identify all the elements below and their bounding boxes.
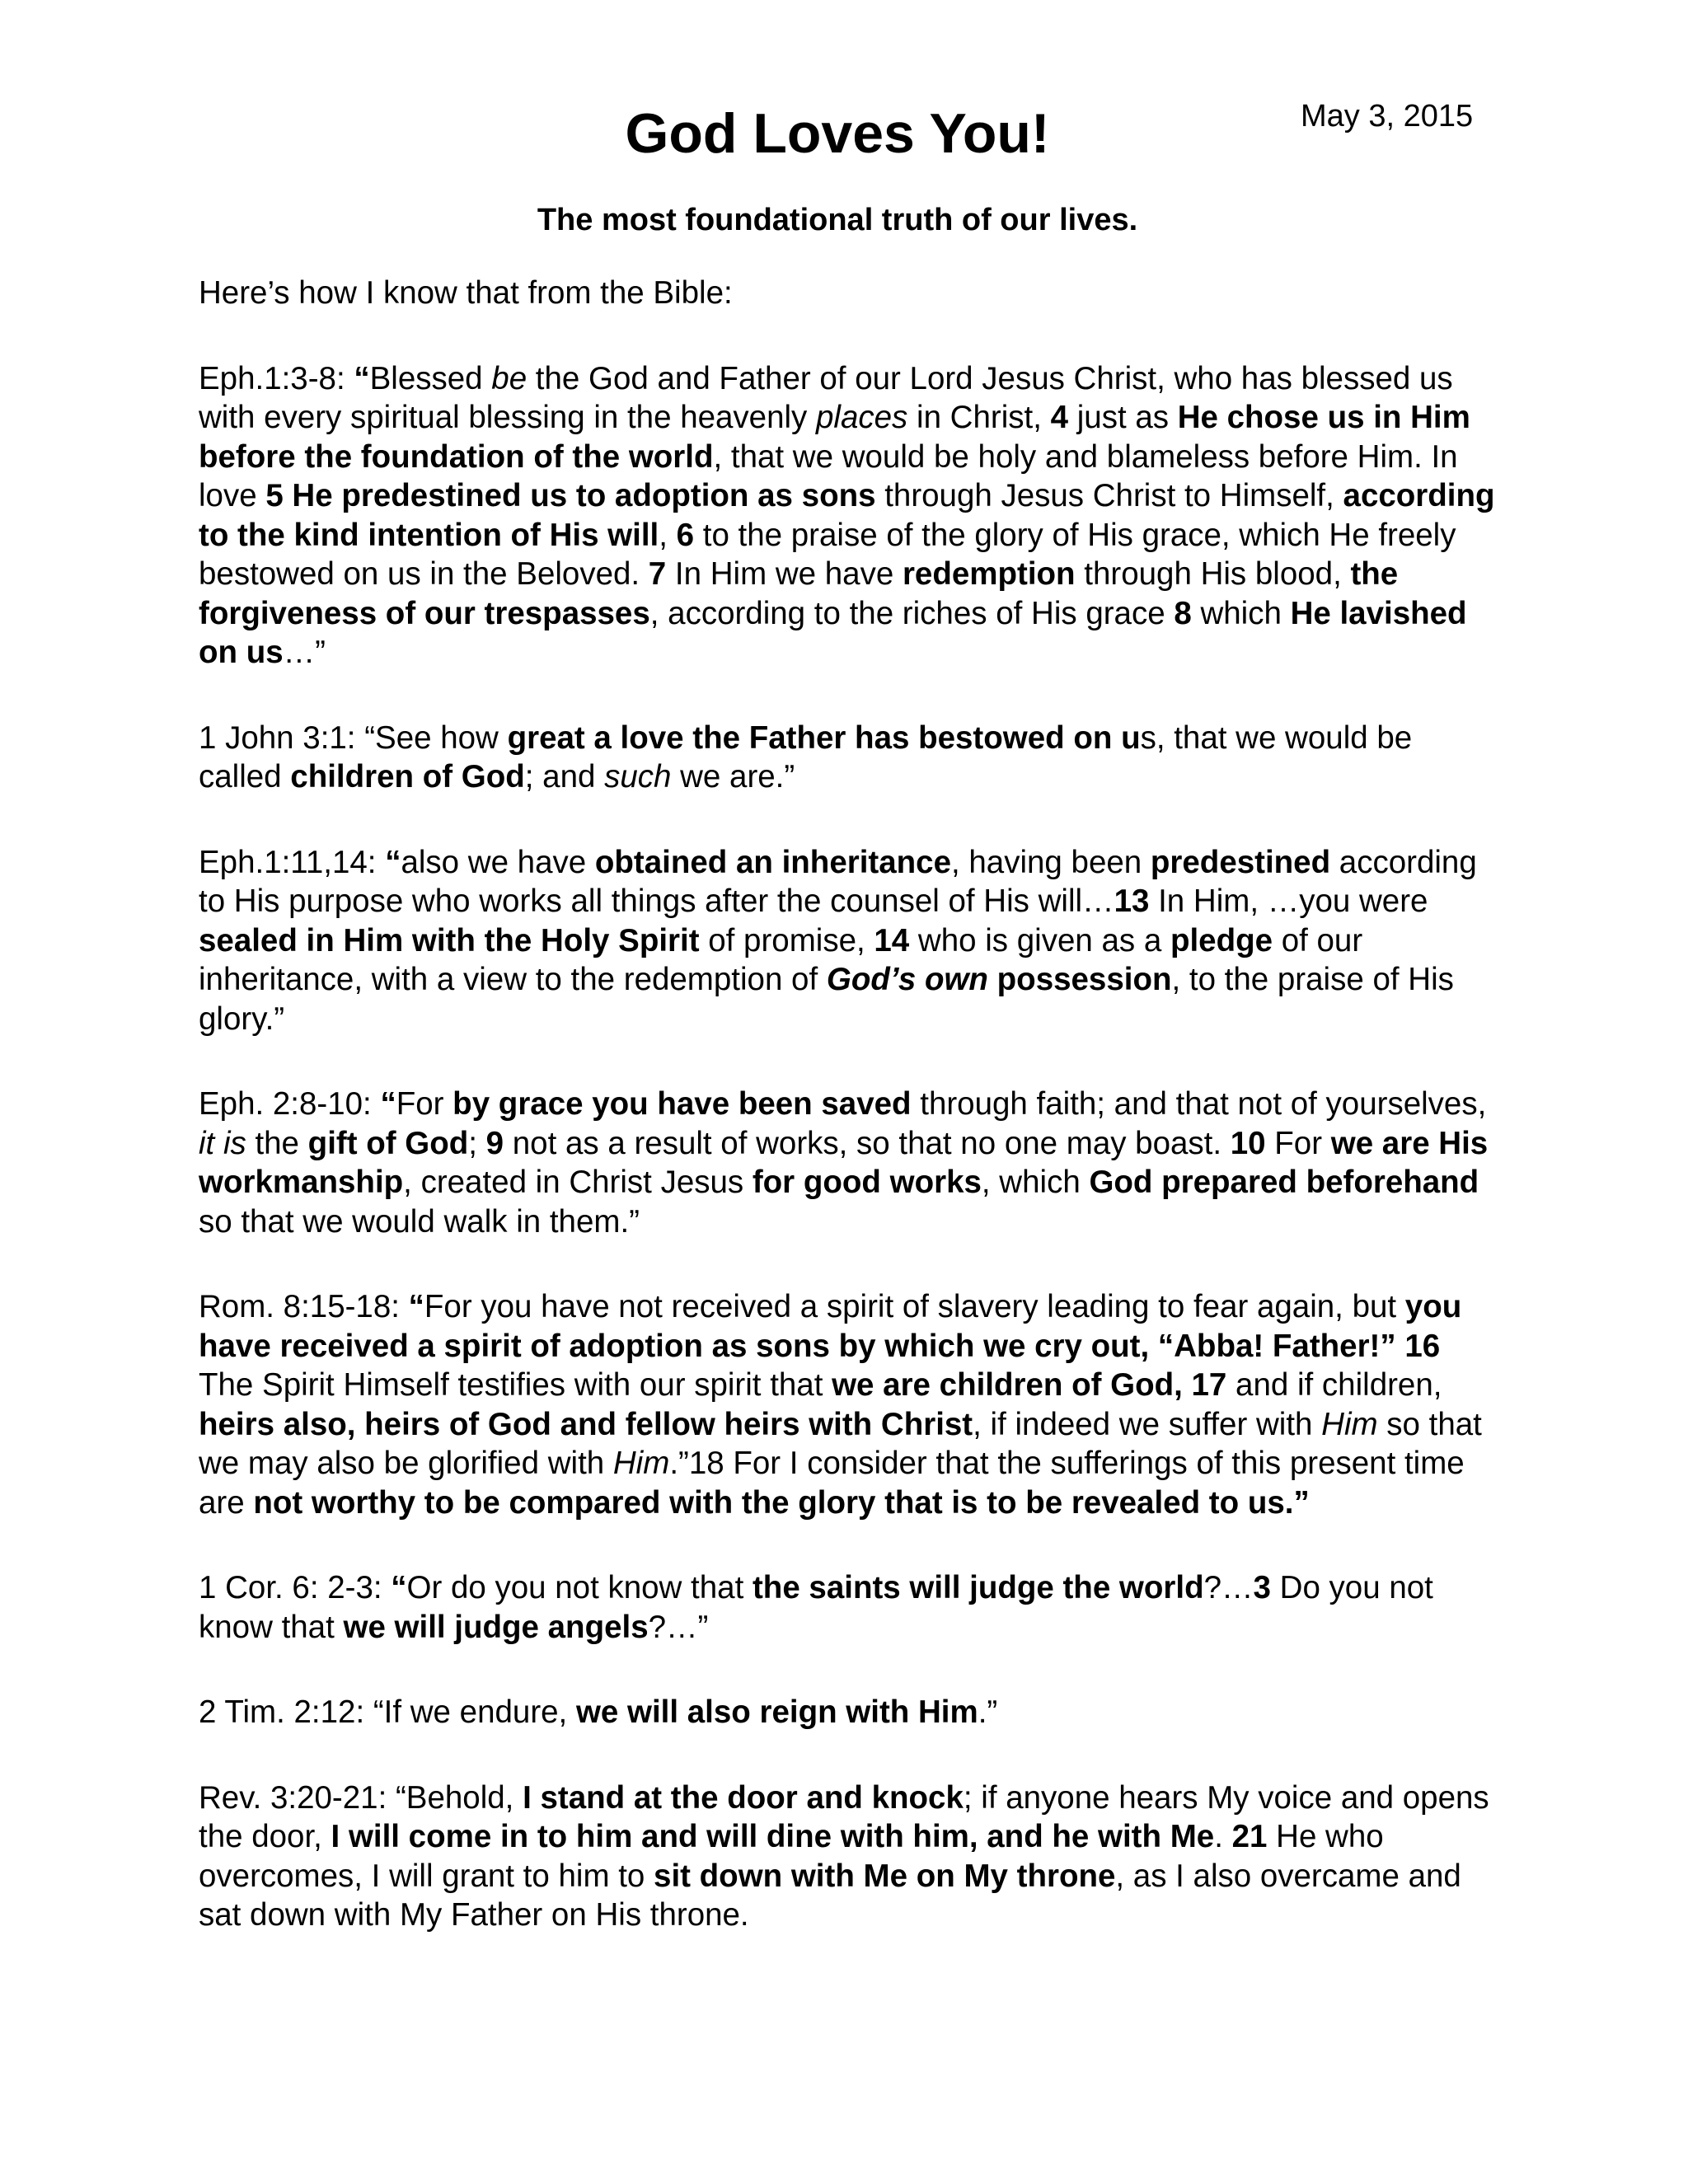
passage-text-segment: the forgiveness of our trespasses bbox=[199, 556, 1399, 631]
passage-eph-2-8-10 bbox=[199, 1085, 1501, 1241]
passage-text-segment: heirs also, heirs of God and fellow heirs with Christ bbox=[199, 1406, 973, 1442]
passage-text-segment: ; bbox=[468, 1125, 486, 1161]
passage-text-segment: , to the praise of His glory.” bbox=[199, 962, 1454, 1037]
passage-text-segment: In Him we have bbox=[666, 556, 903, 592]
passage-text-segment: 7 bbox=[648, 556, 667, 592]
passage-text-segment: For bbox=[1265, 1125, 1331, 1161]
passage-text-segment: Blessed bbox=[369, 360, 492, 396]
passage-text-segment: 14 bbox=[874, 922, 910, 958]
passage-text-segment: , if indeed we suffer with bbox=[973, 1406, 1322, 1442]
passage-text-segment: for good works bbox=[752, 1165, 982, 1200]
passage-text-segment: Him bbox=[1321, 1406, 1378, 1442]
passage-text-segment: ; and bbox=[524, 759, 605, 794]
passage-text-segment: which bbox=[1191, 595, 1291, 631]
passage-text-segment: I stand at the door and knock bbox=[523, 1779, 964, 1816]
passage-text-segment: possession bbox=[996, 962, 1172, 997]
passage-text-segment: , created in Christ Jesus bbox=[403, 1165, 753, 1200]
passage-text-segment: s, that we would be called bbox=[199, 719, 1413, 794]
passage-eph-1-11-14 bbox=[199, 843, 1501, 1039]
page-subtitle: The most foundational truth of our lives. bbox=[537, 203, 1138, 237]
passage-text-segment: I will come in to him and will dine with him, and he with Me bbox=[331, 1819, 1215, 1854]
passage-text-segment: Or do you not know that bbox=[406, 1570, 753, 1605]
passage-text-segment: …” bbox=[283, 635, 326, 670]
passage-text-segment: predestined bbox=[1150, 844, 1331, 880]
passage-text-segment: For bbox=[396, 1086, 453, 1122]
passage-text-segment: 6 bbox=[676, 517, 695, 553]
passage-text-segment: also we have bbox=[401, 844, 595, 880]
passage-text-segment: not worthy to be compared with the glory that is to be revealed to us.” bbox=[253, 1484, 1310, 1521]
passage-text-segment: and if children, bbox=[1226, 1367, 1442, 1403]
passage-text-segment: . bbox=[1214, 1819, 1232, 1854]
passage-text-segment: by grace you have been saved bbox=[452, 1086, 912, 1122]
passage-text-segment: of promise, bbox=[699, 922, 874, 958]
passage-text-segment: be bbox=[491, 360, 528, 396]
passage-text-segment: 13 bbox=[1114, 883, 1150, 919]
passage-text-segment: 3 bbox=[1253, 1570, 1271, 1605]
passage-text-segment: He chose us in Him before the foundation of the world bbox=[199, 400, 1470, 475]
passage-1-cor-6-2-3 bbox=[199, 1568, 1501, 1647]
passage-text-segment: “ bbox=[391, 1570, 407, 1605]
passage-text-segment: ?… bbox=[1203, 1570, 1254, 1605]
passage-text-segment: we are His workmanship bbox=[199, 1125, 1489, 1200]
passage-text-segment: it is bbox=[199, 1125, 246, 1161]
passage-text-segment: “ bbox=[385, 844, 401, 880]
passage-text-segment: children of God bbox=[290, 759, 525, 794]
passage-rev-3-20-21 bbox=[199, 1779, 1501, 1935]
passage-text-segment: ?…” bbox=[648, 1609, 709, 1645]
passage-text-segment: in Christ, bbox=[907, 400, 1051, 435]
intro-paragraph: Here’s how I know that from the Bible: bbox=[199, 275, 733, 311]
passage-text-segment: places bbox=[816, 400, 908, 435]
passage-2-tim-2-12 bbox=[199, 1693, 1501, 1732]
passage-text-segment: obtained an inheritance bbox=[594, 844, 951, 880]
passage-text-segment: Him bbox=[612, 1446, 670, 1481]
passage-text-segment: , having been bbox=[951, 844, 1151, 880]
passage-text-segment: The Spirit Himself testifies with our spirit that bbox=[199, 1367, 832, 1403]
passage-text-segment: so that we would walk in them.” bbox=[199, 1203, 640, 1240]
passage-text-segment bbox=[988, 962, 997, 997]
passage-text-segment: , as I also overcame and sat down with My Father on His throne. bbox=[199, 1858, 1461, 1933]
passage-text-segment: Rom. 8:15-18: bbox=[199, 1289, 409, 1324]
passage-text-segment: you have received a spirit of adoption as sons by which we cry out, “Abba! Father!” 16 bbox=[199, 1289, 1462, 1364]
passage-text-segment: who is given as a bbox=[909, 922, 1170, 958]
page-title: God Loves You! bbox=[625, 102, 1050, 165]
passage-text-segment: sealed in Him with the Holy Spirit bbox=[199, 922, 700, 958]
passage-text-segment: sit down with Me on My throne bbox=[654, 1858, 1116, 1894]
passage-text-segment: through faith; and that not of yourselves, bbox=[911, 1086, 1487, 1122]
passage-text-segment: to the praise of the glory of His grace, which He freely bestowed on us in the Beloved. bbox=[199, 517, 1456, 592]
passage-text-segment: He lavished on us bbox=[199, 595, 1467, 670]
passage-text-segment: through His blood, bbox=[1075, 556, 1351, 592]
passage-text-segment: according to His purpose who works all things after the counsel of His will… bbox=[199, 844, 1477, 919]
passage-text-segment: Eph. 2:8-10: bbox=[199, 1086, 381, 1122]
passage-text-segment: 5 He predestined us to adoption as sons bbox=[265, 478, 876, 513]
passage-text-segment: .”18 For I consider that the sufferings of this present time are bbox=[199, 1446, 1465, 1521]
passage-text-segment: pledge bbox=[1170, 922, 1273, 958]
passage-text-segment: of our inheritance, with a view to the redemption of bbox=[199, 922, 1363, 997]
passage-text-segment: we are.” bbox=[671, 759, 795, 794]
passage-text-segment: 1 John 3:1: “See how bbox=[199, 719, 508, 756]
passage-text-segment: 1 Cor. 6: 2-3: bbox=[199, 1570, 392, 1605]
passage-text-segment: gift of God bbox=[307, 1125, 469, 1161]
passage-text-segment: “ bbox=[380, 1086, 396, 1122]
passage-eph-1-3-8 bbox=[199, 359, 1501, 673]
passage-text-segment: Do you not know that bbox=[199, 1570, 1433, 1645]
passage-text-segment: we will judge angels bbox=[343, 1609, 649, 1645]
passage-text-segment: according to the kind intention of His will bbox=[199, 478, 1495, 553]
passage-text-segment: not as a result of works, so that no one may boast. bbox=[504, 1125, 1231, 1161]
passage-text-segment: such bbox=[604, 759, 672, 794]
passage-text-segment: 9 bbox=[485, 1125, 504, 1161]
passage-text-segment: the God and Father of our Lord Jesus Christ, who has blessed us with every spiritual blessing in the heavenly bbox=[199, 360, 1453, 435]
passage-rom-8-15-18 bbox=[199, 1287, 1501, 1522]
passage-text-segment: .” bbox=[978, 1694, 998, 1730]
passage-text-segment: , according to the riches of His grace bbox=[649, 595, 1175, 631]
passage-text-segment: , which bbox=[981, 1165, 1090, 1200]
document-body bbox=[199, 274, 1501, 1981]
passage-text-segment: we will also reign with Him bbox=[575, 1694, 978, 1730]
passage-text-segment: 10 bbox=[1230, 1125, 1266, 1161]
passage-text-segment: 4 bbox=[1050, 400, 1069, 435]
passage-text-segment: 2 Tim. 2:12: “If we endure, bbox=[199, 1694, 576, 1730]
passage-text-segment: For you have not received a spirit of slavery leading to fear again, but bbox=[424, 1289, 1405, 1324]
passage-text-segment: the bbox=[246, 1125, 308, 1161]
passage-text-segment: God’s own bbox=[826, 962, 988, 997]
passage-text-segment: “ bbox=[354, 360, 370, 396]
passage-text-segment: so that we may also be glorified with bbox=[199, 1406, 1482, 1481]
passage-text-segment: Eph.1:11,14: bbox=[199, 844, 386, 880]
passage-text-segment: through Jesus Christ to Himself, bbox=[875, 478, 1343, 513]
passage-text-segment: just as bbox=[1068, 400, 1178, 435]
passage-text-segment: God prepared beforehand bbox=[1089, 1165, 1479, 1200]
passage-text-segment: 8 bbox=[1174, 595, 1192, 631]
passage-text-segment: ; if anyone hears My voice and opens the door, bbox=[199, 1779, 1489, 1854]
passage-text-segment: redemption bbox=[902, 556, 1076, 592]
passage-text-segment: He who overcomes, I will grant to him to bbox=[199, 1819, 1384, 1894]
passage-text-segment: 21 bbox=[1231, 1819, 1268, 1854]
passage-text-segment: , that we would be holy and blameless before Him. In love bbox=[199, 438, 1458, 513]
document-date: May 3, 2015 bbox=[1301, 99, 1474, 134]
passage-1-john-3-1 bbox=[199, 719, 1501, 797]
passage-text-segment: , bbox=[659, 517, 677, 553]
passage-text-segment: the saints will judge the world bbox=[752, 1570, 1204, 1605]
passage-text-segment: we are children of God, 17 bbox=[832, 1367, 1227, 1403]
passage-text-segment: Eph.1:3-8: bbox=[199, 360, 354, 396]
passage-text-segment: In Him, …you were bbox=[1149, 883, 1428, 919]
passage-text-segment: great a love the Father has bestowed on u bbox=[507, 719, 1141, 756]
passage-text-segment: “ bbox=[408, 1289, 424, 1324]
passage-text-segment: Rev. 3:20-21: “Behold, bbox=[199, 1779, 523, 1816]
